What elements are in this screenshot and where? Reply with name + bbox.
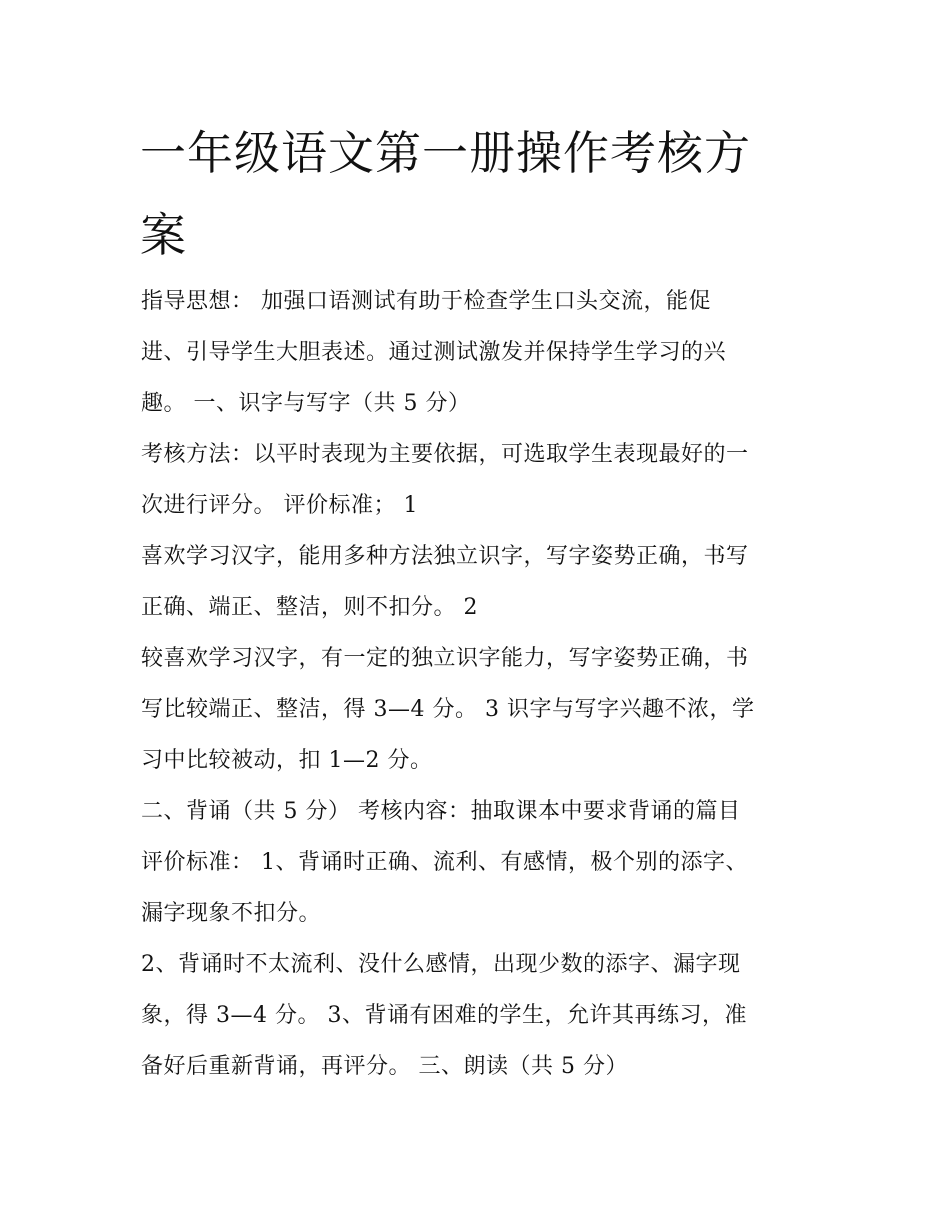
body-line: 较喜欢学习汉字，有一定的独立识字能力，写字姿势正确，书 (141, 646, 749, 671)
body-line: 习中比较被动，扣 1—2 分。 (141, 748, 433, 773)
document-body (141, 276, 821, 1092)
body-line: 写比较端正、整洁，得 3—4 分。 3 识字与写字兴趣不浓，学 (141, 697, 755, 722)
body-line: 2、背诵时不太流利、没什么感情，出现少数的添字、漏字现 (141, 952, 741, 977)
document-title-line-1: 一年级语文第一册操作考核方 (140, 126, 751, 180)
body-line: 指导思想： 加强口语测试有助于检查学生口头交流，能促 (141, 289, 711, 314)
body-line: 象，得 3—4 分。 3、背诵有困难的学生，允许其再练习，准 (141, 1003, 747, 1028)
body-line: 趣。 一、识字与写字（共 5 分） (141, 391, 471, 416)
body-line: 喜欢学习汉字，能用多种方法独立识字，写字姿势正确，书写 (141, 544, 749, 569)
body-line: 评价标准： 1、背诵时正确、流利、有感情，极个别的添字、 (141, 850, 748, 875)
body-line: 备好后重新背诵，再评分。 三、朗读（共 5 分） (141, 1054, 628, 1079)
body-line: 考核方法：以平时表现为主要依据，可选取学生表现最好的一 (141, 442, 749, 467)
document-title-line-2: 案 (140, 208, 187, 262)
body-line: 二、背诵（共 5 分） 考核内容：抽取课本中要求背诵的篇目 (141, 799, 741, 824)
body-line: 正确、端正、整洁，则不扣分。 2 (141, 595, 478, 620)
body-line: 次进行评分。 评价标准； 1 (141, 493, 418, 518)
body-line: 漏字现象不扣分。 (141, 901, 322, 926)
document-title (140, 112, 820, 276)
body-line: 进、引导学生大胆表述。通过测试激发并保持学生学习的兴 (141, 340, 727, 365)
